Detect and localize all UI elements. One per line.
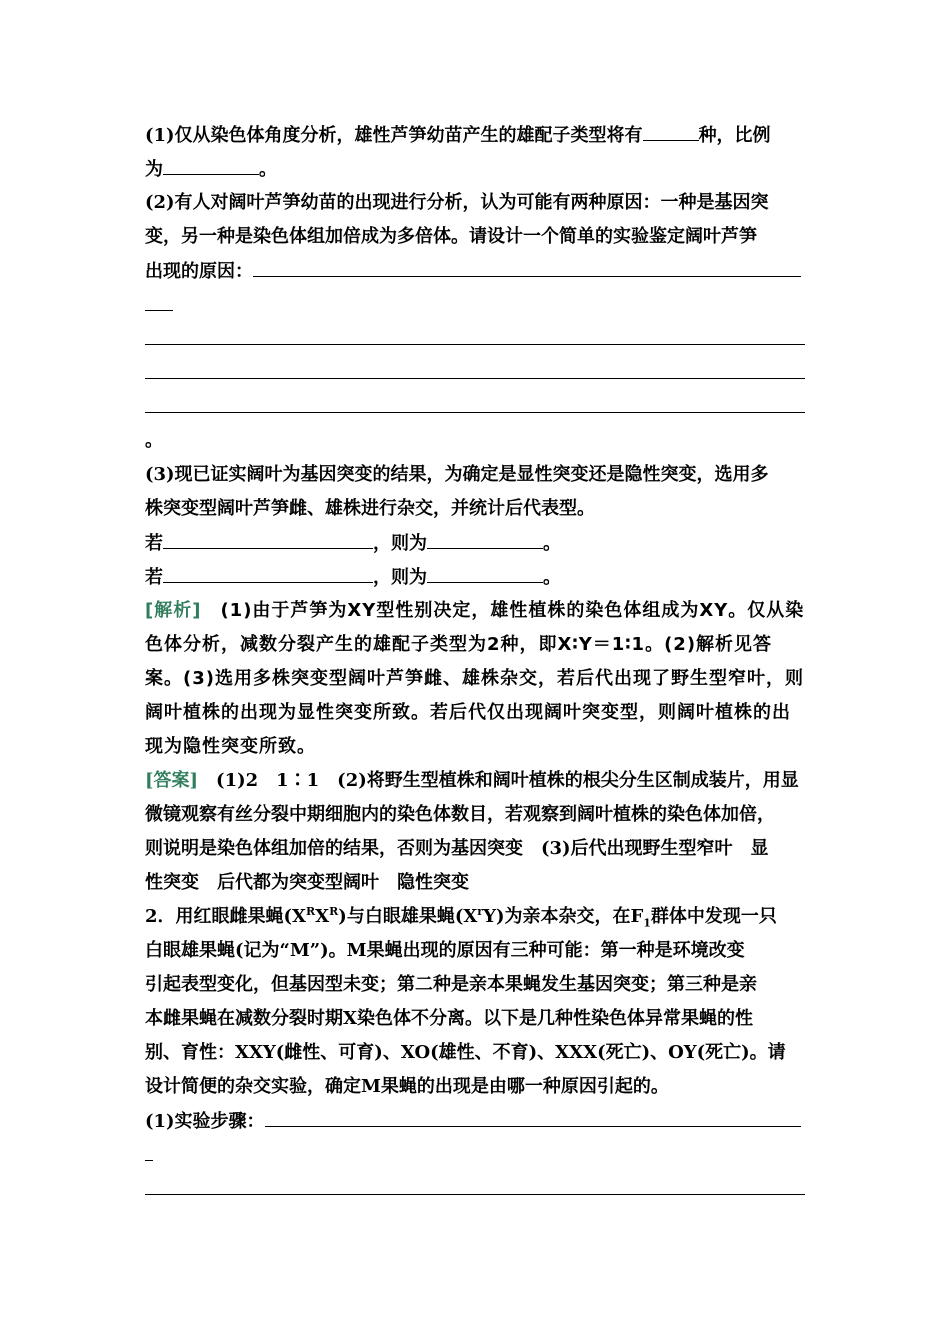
answer-text: (1)2 1∶1 (2)将野生型植株和阔叶植株的根尖分生区制成装片，用显	[216, 770, 799, 791]
q-2-text: 群体中发现一只	[650, 906, 777, 927]
analysis-line3: 案。(3)选用多株突变型阔叶芦笋雌、雄株杂交，若后代出现了野生型窄叶，则	[145, 668, 804, 689]
answer-blank[interactable]	[145, 288, 173, 311]
q-2-text: 2．用红眼雌果蝇(X	[145, 906, 307, 927]
q2-end: 。	[145, 430, 163, 451]
q3-text: 。	[543, 533, 561, 554]
answer-blank[interactable]	[643, 118, 699, 141]
analysis-line5: 现为隐性突变所致。	[145, 736, 316, 757]
q1-text: 种，比例	[698, 125, 771, 146]
answer-line2: 微镜观察有丝分裂中期细胞内的染色体数目，若观察到阔叶植株的染色体加倍，	[145, 804, 775, 825]
q3-text: 若	[145, 533, 163, 554]
answer-line1	[145, 764, 807, 798]
q1-text: 。	[259, 159, 277, 180]
answer-blank[interactable]	[145, 1138, 153, 1161]
q1-text: (1)仅从染色体角度分析，雄性芦笋幼苗产生的雄配子类型将有	[145, 125, 643, 146]
q2-line1: (2)有人对阔叶芦笋幼苗的出现进行分析，认为可能有两种原因：一种是基因突	[145, 192, 769, 213]
q-2-text: Y)为亲本杂交，在F	[483, 906, 644, 927]
q3-text: ，则为	[373, 567, 427, 588]
q-2-answer-line	[145, 1172, 807, 1206]
analysis-text: (1)由于芦笋为XY型性别决定，雄性植株的染色体组成为XY。仅从染	[220, 600, 805, 621]
q3-if-line	[145, 560, 807, 594]
answer-line4: 性突变 后代都为突变型阔叶 隐性突变	[145, 872, 469, 893]
answer-blank[interactable]	[163, 152, 259, 175]
q3-if-line	[145, 526, 807, 560]
q1-line1	[145, 118, 807, 152]
superscript: R	[329, 905, 339, 918]
q3-text: 若	[145, 567, 163, 588]
q2-overflow	[145, 288, 807, 322]
q-2-text: )与白眼雄果蝇(X	[338, 906, 478, 927]
analysis-line2: 色体分析，减数分裂产生的雄配子类型为2种，即X∶Y＝1∶1。(2)解析见答	[145, 634, 773, 655]
answer-blank[interactable]	[427, 560, 543, 583]
q1-line2	[145, 152, 807, 186]
analysis-tag: [解析]	[145, 600, 202, 621]
answer-blank[interactable]	[265, 1104, 801, 1127]
q3-text: ，则为	[373, 533, 427, 554]
q-2-step-line	[145, 1104, 807, 1138]
q2-answer-line	[145, 356, 807, 390]
q2-answer-line	[145, 322, 807, 356]
answer-blank[interactable]	[145, 1172, 805, 1195]
q2-answer-line	[145, 390, 807, 424]
subscript: 1	[643, 916, 651, 930]
superscript: r	[477, 905, 484, 918]
q-2-line2: 白眼雄果蝇(记为“M”)。M果蝇出现的原因有三种可能：第一种是环境改变	[145, 940, 745, 961]
q-2-overflow	[145, 1138, 807, 1172]
q3-text: 。	[543, 567, 561, 588]
answer-blank[interactable]	[163, 526, 373, 549]
q1-text: 为	[145, 159, 163, 180]
q-2-text: X	[315, 906, 330, 927]
answer-blank[interactable]	[427, 526, 543, 549]
answer-blank[interactable]	[145, 390, 805, 413]
q3-line2: 株突变型阔叶芦笋雌、雄株进行杂交，并统计后代表型。	[145, 498, 595, 519]
answer-blank[interactable]	[145, 356, 805, 379]
q-2-line4: 本雌果蝇在减数分裂时期X染色体不分离。以下是几种性染色体异常果蝇的性	[145, 1008, 753, 1029]
q-2-line3: 引起表型变化，但基因型未变；第二种是亲本果蝇发生基因突变；第三种是亲	[145, 974, 757, 995]
superscript: R	[306, 905, 316, 918]
q-2-line5: 别、育性：XXY(雌性、可育)、XO(雄性、不育)、XXX(死亡)、OY(死亡)。请	[145, 1042, 786, 1063]
document-page	[145, 118, 807, 1206]
answer-blank[interactable]	[145, 322, 805, 345]
q2-text: 出现的原因：	[145, 261, 253, 282]
q3-line1: (3)现已证实阔叶为基因突变的结果，为确定是显性突变还是隐性突变，选用多	[145, 464, 769, 485]
analysis-line1	[145, 594, 807, 628]
q2-line3	[145, 254, 807, 288]
analysis-line4: 阔叶植株的出现为显性突变所致。若后代仅出现阔叶突变型，则阔叶植株的出	[145, 702, 791, 723]
q-2-line6: 设计简便的杂交实验，确定M果蝇的出现是由哪一种原因引起的。	[145, 1076, 669, 1097]
answer-blank[interactable]	[163, 560, 373, 583]
q-2-text: (1)实验步骤：	[145, 1111, 265, 1132]
answer-line3: 则说明是染色体组加倍的结果，否则为基因突变 (3)后代出现野生型窄叶 显	[145, 838, 769, 859]
answer-blank[interactable]	[253, 254, 801, 277]
q2-line2: 变，另一种是染色体组加倍成为多倍体。请设计一个简单的实验鉴定阔叶芦笋	[145, 226, 757, 247]
answer-tag: [答案]	[145, 770, 199, 791]
q-2-line1	[145, 900, 807, 934]
